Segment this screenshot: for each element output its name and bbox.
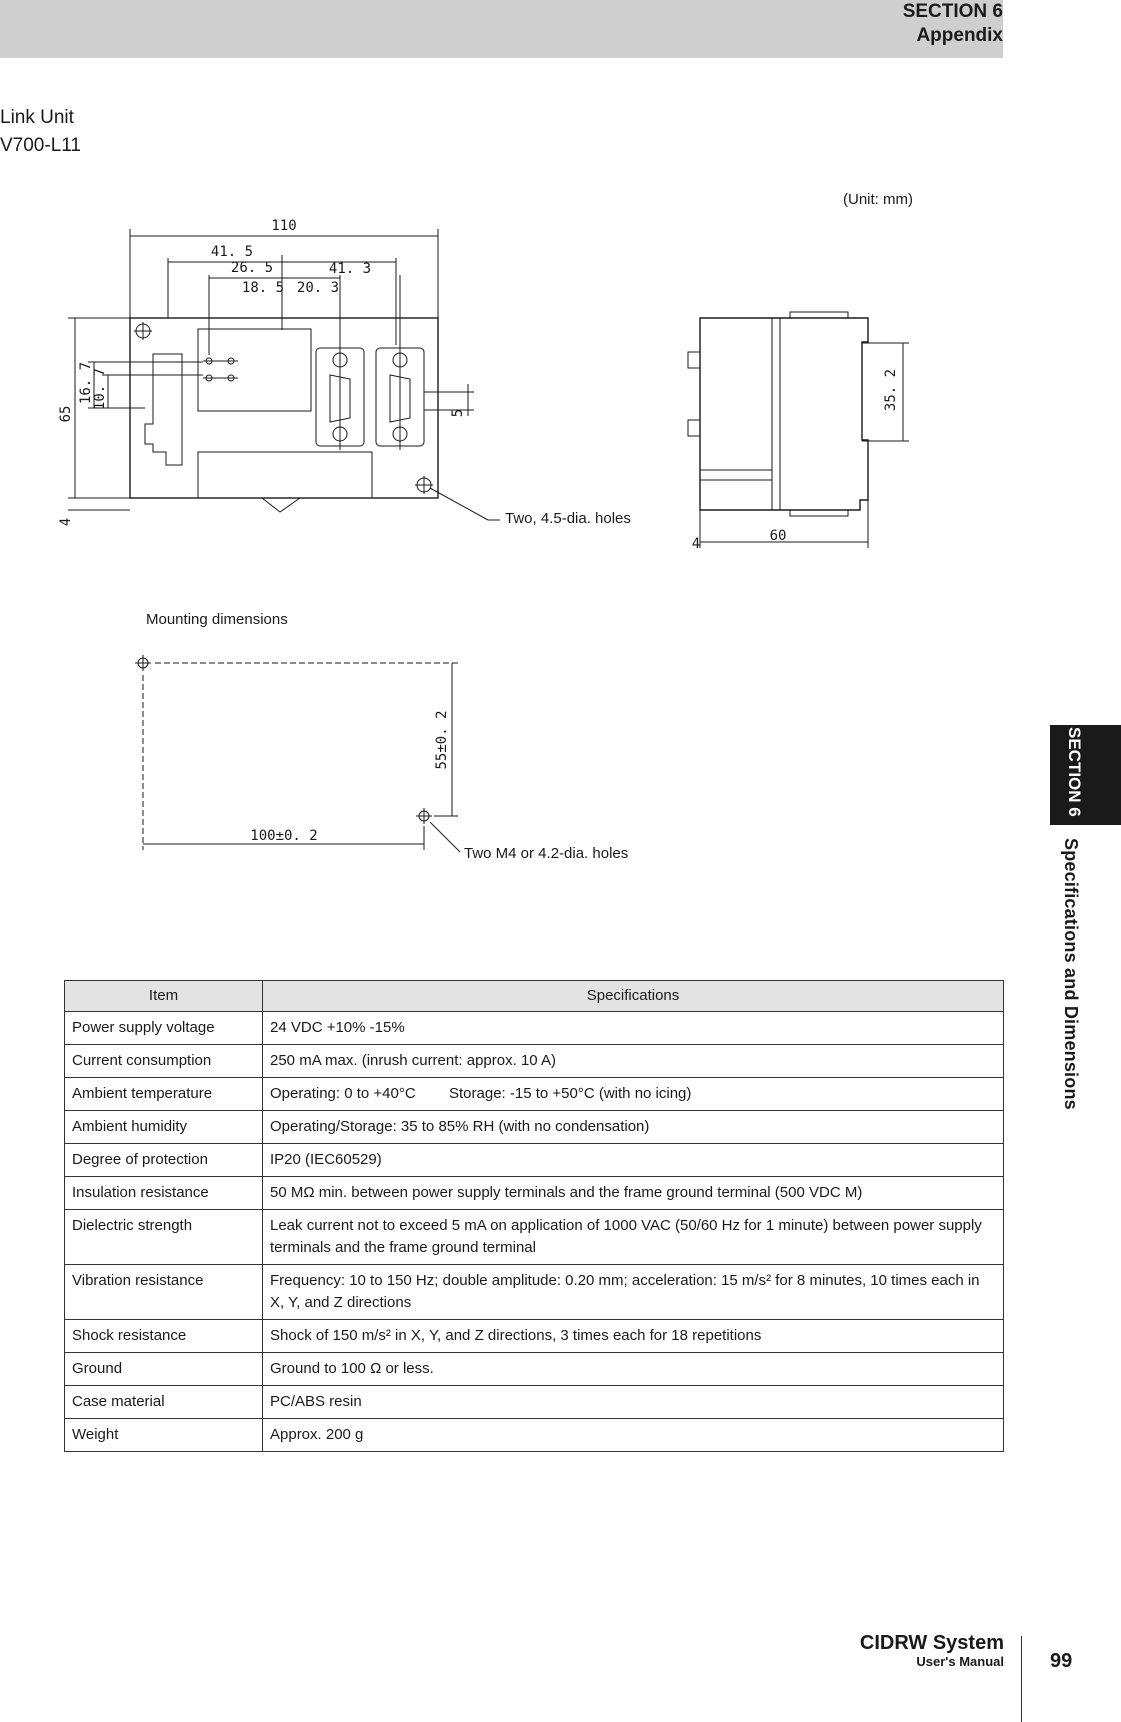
row-spec: Leak current not to exceed 5 mA on application of 1000 VAC (50/60 Hz for 1 minute) between power supply terminals and the frame ground terminal [263, 1210, 1004, 1265]
row-item: Dielectric strength [65, 1210, 263, 1265]
product-name: Link Unit [0, 107, 74, 128]
section-side-tab [1050, 725, 1121, 825]
table-row [65, 1386, 1004, 1419]
dim-35-2: 35. 2 [883, 368, 899, 412]
dim-4-side: 4 [691, 536, 701, 552]
side-view [688, 312, 909, 552]
table-header-row [65, 981, 1004, 1012]
row-spec: IP20 (IEC60529) [263, 1144, 1004, 1177]
dim-18-5: 18. 5 [241, 280, 285, 296]
table-row [65, 1045, 1004, 1078]
spec-table [64, 980, 1004, 1452]
header-item: Item [65, 981, 263, 1012]
dim-10-7: 10. 7 [92, 367, 108, 411]
row-spec: 24 VDC +10% -15% [263, 1012, 1004, 1045]
row-spec: 50 MΩ min. between power supply terminals and the frame ground terminal (500 VDC M) [263, 1177, 1004, 1210]
unit-note: (Unit: mm) [843, 191, 913, 208]
dim-100: 100±0. 2 [250, 828, 318, 844]
row-item: Degree of protection [65, 1144, 263, 1177]
table-row [65, 1210, 1004, 1265]
table-row [65, 1177, 1004, 1210]
row-item: Ambient temperature [65, 1078, 263, 1111]
row-item: Power supply voltage [65, 1012, 263, 1045]
row-item: Case material [65, 1386, 263, 1419]
dim-26-5: 26. 5 [230, 260, 274, 276]
dim-20-3: 20. 3 [296, 280, 340, 296]
row-spec: Shock of 150 m/s² in X, Y, and Z directions, 3 times each for 18 repetitions [263, 1320, 1004, 1353]
product-model: V700-L11 [0, 135, 81, 156]
section-number: SECTION 6 [902, 1, 1003, 22]
dim-55: 55±0. 2 [434, 710, 450, 770]
row-item: Weight [65, 1419, 263, 1452]
table-row [65, 1078, 1004, 1111]
row-spec: PC/ABS resin [263, 1386, 1004, 1419]
footer-divider [1021, 1636, 1022, 1722]
table-row [65, 1265, 1004, 1320]
dim-41-3: 41. 3 [328, 261, 372, 277]
table-row [65, 1012, 1004, 1045]
mounting-view [135, 611, 628, 862]
section-subtitle: Appendix [916, 25, 1003, 46]
side-tab-label: SECTION 6 [1065, 727, 1084, 817]
page-number: 99 [1050, 1650, 1073, 1672]
side-section-title: Specifications and Dimensions [1061, 838, 1081, 1110]
footer-brand-name: CIDRW System [859, 1632, 1004, 1654]
row-spec: 250 mA max. (inrush current: approx. 10 A) [263, 1045, 1004, 1078]
dim-16-7: 16. 7 [78, 361, 94, 405]
table-row [65, 1419, 1004, 1452]
dim-5: 5 [450, 408, 466, 418]
footer-manual-label: User's Manual [916, 1654, 1004, 1669]
row-item: Shock resistance [65, 1320, 263, 1353]
table-row [65, 1111, 1004, 1144]
footer-brand [860, 1632, 1004, 1669]
mounting-holes-label: Two M4 or 4.2-dia. holes [464, 845, 629, 862]
front-holes-label: Two, 4.5-dia. holes [505, 510, 631, 527]
table-row [65, 1144, 1004, 1177]
dim-65: 65 [58, 405, 74, 423]
dim-4-front: 4 [58, 517, 74, 527]
header-spec: Specifications [263, 981, 1004, 1012]
dim-60: 60 [769, 528, 787, 544]
dim-41-5: 41. 5 [210, 244, 254, 260]
row-spec: Operating: 0 to +40°C Storage: -15 to +50°C (with no icing) [263, 1078, 1004, 1111]
row-item: Ground [65, 1353, 263, 1386]
table-row [65, 1320, 1004, 1353]
table-row [65, 1353, 1004, 1386]
row-item: Current consumption [65, 1045, 263, 1078]
row-spec: Approx. 200 g [263, 1419, 1004, 1452]
row-item: Vibration resistance [65, 1265, 263, 1320]
dim-110: 110 [271, 218, 297, 234]
row-spec: Operating/Storage: 35 to 85% RH (with no condensation) [263, 1111, 1004, 1144]
row-spec: Ground to 100 Ω or less. [263, 1353, 1004, 1386]
mounting-title: Mounting dimensions [146, 611, 288, 628]
row-item: Insulation resistance [65, 1177, 263, 1210]
row-item: Ambient humidity [65, 1111, 263, 1144]
row-spec: Frequency: 10 to 150 Hz; double amplitude: 0.20 mm; acceleration: 15 m/s² for 8 minutes, 10 times each in X, Y, and Z directions [263, 1265, 1004, 1320]
front-view [58, 218, 631, 527]
